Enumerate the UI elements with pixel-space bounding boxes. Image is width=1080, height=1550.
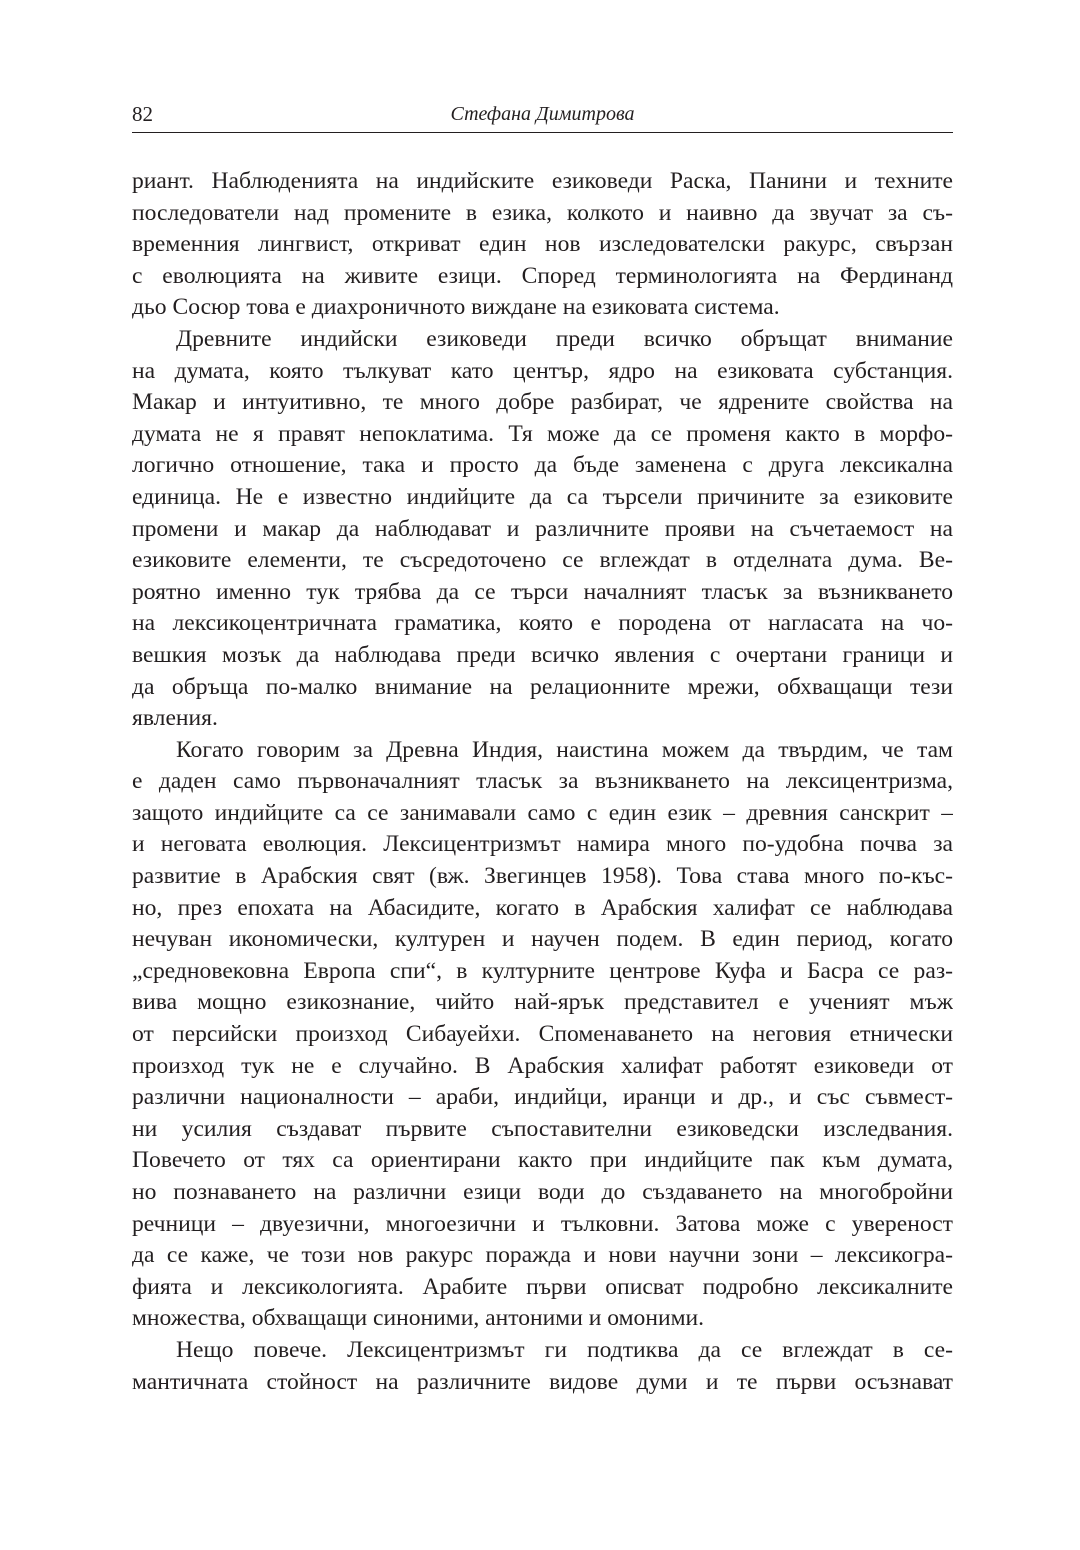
text-line: Повечето от тях са ориентирани както при индийците пак към думата, [132, 1147, 953, 1174]
text-line: от персийски произход Сибауейхи. Споменаването на неговия етнически [132, 1021, 953, 1048]
text-line: но, през епохата на Абасидите, когато в Арабския халифат се наблюдава [132, 894, 953, 921]
text-line: речници – двуезични, многоезични и тълковни. Затова може с увереност [132, 1210, 953, 1237]
text-line: Когато говорим за Древна Индия, наистина можем да твърдим, че там [176, 736, 953, 763]
text-line: е даден само първоначалният тласък за възникването на лексицентризма, [132, 768, 953, 795]
text-line: и неговата еволюция. Лексицентризмът намира много по-удобна почва за [132, 831, 953, 858]
text-line: защото индийците са се занимавали само с един език – древния санскрит – [132, 799, 953, 826]
page-number: 82 [132, 102, 153, 126]
text-line: вешкия мозък да наблюдава преди всичко явления с очертани граници и [132, 641, 953, 668]
body-text [132, 166, 953, 1398]
text-line: фията и лексикологията. Арабите първи описват подробно лексикалните [132, 1273, 953, 1300]
text-line: да обръща по-малко внимание на релационните мрежи, обхващащи тези [132, 673, 953, 700]
text-line: последователи над промените в езика, колкото и наивно да звучат за съ- [132, 199, 953, 226]
text-line: произход тук не е случайно. В Арабския халифат работят езиковеди от [132, 1052, 953, 1079]
text-line: множества, обхващащи синоними, антоними и омоними. [132, 1305, 705, 1332]
book-page [132, 96, 953, 1398]
text-line: Нещо повече. Лексицентризмът ги подтиква да се вглеждат в се- [176, 1336, 953, 1363]
text-line: дьо Сосюр това е диахроничното виждане на езиковата система. [132, 294, 780, 321]
text-line: явления. [132, 705, 218, 732]
text-line: да се каже, че този нов ракурс поражда и нови научни зони – лексикогра- [132, 1242, 953, 1269]
text-line: логично отношение, така и просто да бъде заменена с друга лексикална [132, 452, 953, 479]
text-line: ни усилия създават първите съпоставителни езиковедски изследвания. [132, 1115, 953, 1142]
text-line: мантичната стойност на различните видове думи и те първи осъзнават [132, 1368, 953, 1395]
text-line: различни националности – араби, индийци, иранци и др., и със съвмест- [132, 1084, 953, 1111]
text-line: с еволюцията на живите езици. Според терминологията на Фердинанд [132, 262, 953, 289]
text-line: роятно именно тук трябва да се търси началният тласък за възникването [132, 578, 953, 605]
running-title: Стефана Димитрова [450, 103, 635, 125]
text-line: на думата, която тълкуват като център, ядро на езиковата субстанция. [132, 357, 953, 384]
text-line: на лексикоцентричната граматика, която е породена от нагласата на чо- [132, 610, 953, 637]
text-line: промени и макар да наблюдават и различните прояви на съчетаемост на [132, 515, 953, 542]
text-line: риант. Наблюденията на индийските езиковеди Раска, Панини и техните [132, 168, 953, 194]
running-head [132, 96, 953, 133]
text-line: развитие в Арабския свят (вж. Звегинцев 1958). Това става много по-къс- [132, 863, 953, 890]
text-line: нечуван икономически, културен и научен подем. В един период, когато [132, 926, 953, 953]
text-line: Макар и интуитивно, те много добре разбират, че ядрените свойства на [132, 389, 953, 416]
text-line: думата не я правят непоклатима. Тя може да се променя както в морфо- [132, 420, 953, 447]
text-line: Древните индийски езиковеди преди всичко обръщат внимание [176, 325, 953, 352]
text-line: езиковите елементи, те съсредоточено се вглеждат в отделната дума. Ве- [132, 547, 953, 574]
text-line: „средновековна Европа спи“, в културните центрове Куфа и Басра се раз- [132, 957, 953, 984]
text-line: вива мощно езикознание, чийто най-ярък представител е ученият мъж [132, 989, 953, 1016]
text-line: временния лингвист, откриват един нов изследователски ракурс, свързан [132, 231, 953, 258]
text-line: но познаването на различни езици води до създаването на многобройни [132, 1179, 953, 1205]
text-line: единица. Не е известно индийците да са търсели причините за езиковите [132, 483, 953, 510]
